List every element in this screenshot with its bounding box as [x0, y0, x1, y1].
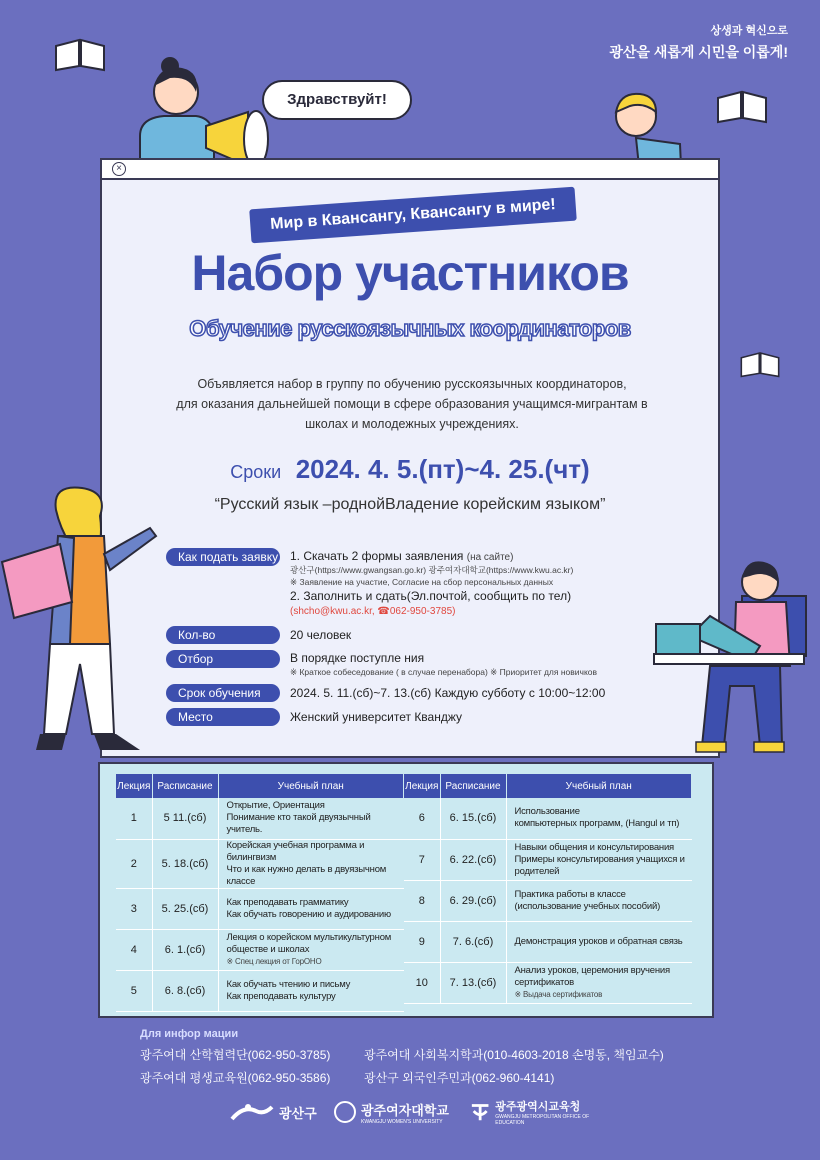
- contact-item: 광주여대 평생교육원(062-950-3586): [140, 1071, 331, 1085]
- open-book-icon: [52, 36, 108, 72]
- slogan-line-1: 상생과 혁신으로: [710, 25, 788, 37]
- lecture-plan: [506, 798, 692, 839]
- page-subtitle: Обучение русскоязычных координаторов: [189, 316, 631, 341]
- info-row-count: [166, 626, 706, 644]
- table-row: [404, 921, 692, 962]
- plan-line: Как преподавать грамматику: [226, 896, 349, 908]
- plan-line: Анализ уроков, церемония вручения: [514, 964, 670, 976]
- window-titlebar: [102, 160, 718, 180]
- lecture-plan: [506, 921, 692, 962]
- plan-line: Практика работы в классе: [514, 888, 626, 900]
- lecture-date: 5 11.(сб): [152, 798, 218, 839]
- slogan-line-2: 광산을 새롭게 시민을 이롭게!: [609, 44, 788, 60]
- close-icon: ×: [112, 162, 126, 176]
- col-header-plan: Учебный план: [218, 774, 404, 798]
- kwu-logo: [334, 1098, 449, 1126]
- lecture-date: 6. 22.(сб): [440, 839, 506, 880]
- info-row-period: [166, 684, 706, 702]
- lecture-plan: [218, 929, 404, 970]
- lecture-date: 5. 25.(сб): [152, 888, 218, 929]
- plan-line: Демонстрация уроков и обратная связь: [514, 935, 683, 947]
- contact-heading: Для инфор мации: [140, 1028, 239, 1040]
- application-dates: [102, 454, 718, 485]
- info-row-place: [166, 708, 706, 726]
- plan-line: сертификатов: [514, 976, 575, 988]
- lecture-number: 3: [116, 888, 152, 929]
- plan-line: Корейская учебная программа и билингвизм: [226, 839, 365, 863]
- info-value: 2024. 5. 11.(сб)~7. 13.(сб) Каждую субботу с 10:00~12:00: [290, 686, 606, 700]
- lecture-number: 2: [116, 839, 152, 888]
- info-label: Срок обучения: [166, 684, 280, 702]
- contact-info: [140, 1028, 684, 1086]
- lecture-date: 6. 1.(сб): [152, 929, 218, 970]
- gwangsan-logo: [230, 1098, 317, 1126]
- lecture-plan: [218, 839, 404, 888]
- slogan: [609, 22, 788, 62]
- plan-note: ※ Спец лекция от ГорОНО: [226, 956, 322, 966]
- table-row: [404, 839, 692, 880]
- lecture-number: 6: [404, 798, 440, 839]
- plan-line: (использование учебных пособий): [514, 900, 661, 912]
- info-row-selection: [166, 650, 706, 678]
- table-row: [404, 798, 692, 839]
- apply-contact[interactable]: (shcho@kwu.ac.kr, ☎062-950-3785): [290, 606, 456, 617]
- lecture-number: 8: [404, 880, 440, 921]
- apply-step-1-note: (на сайте): [466, 552, 514, 563]
- col-header-lecture: Лекция: [116, 774, 152, 798]
- lecture-number: 1: [116, 798, 152, 839]
- lecture-plan: [218, 798, 404, 839]
- table-row: [116, 839, 404, 888]
- lecture-date: 7. 6.(сб): [440, 921, 506, 962]
- open-book-icon: [738, 350, 782, 378]
- info-label: Кол-во: [166, 626, 280, 644]
- col-header-lecture: Лекция: [404, 774, 440, 798]
- info-note: ※ Краткое собеседование ( в случае перенабора) ※ Приоритет для новичков: [290, 667, 598, 677]
- info-label: Отбор: [166, 650, 280, 668]
- requirement-quote: “Русский язык –роднойВладение корейским языком”: [214, 496, 606, 513]
- apply-sites[interactable]: 광산구(https://www.gwangsan.go.kr) 광주여자대학교(https://www.kwu.ac.kr): [290, 565, 574, 575]
- plan-line: Открытие, Ориентация: [226, 800, 325, 812]
- table-row: [116, 970, 404, 1011]
- table-row: [116, 929, 404, 970]
- lecture-plan: [506, 880, 692, 921]
- plan-line: Навыки общения и консультирования: [514, 841, 675, 853]
- lecture-date: 6. 15.(сб): [440, 798, 506, 839]
- plan-line: обществе и школах: [226, 943, 310, 955]
- table-row: [116, 888, 404, 929]
- open-book-icon: [714, 88, 770, 124]
- gwangsan-emblem-icon: [230, 1101, 274, 1123]
- intro-line: школах и молодежных учреждениях.: [305, 417, 519, 431]
- apply-forms: ※ Заявление на участие, Согласие на сбор персональных данных: [290, 577, 554, 587]
- lecture-number: 5: [116, 970, 152, 1011]
- plan-line: Примеры консультирования учащихся и родителей: [514, 853, 685, 877]
- lecture-number: 9: [404, 921, 440, 962]
- kwu-logo-text: 광주여자대학교: [361, 1102, 449, 1118]
- lecture-date: 5. 18.(сб): [152, 839, 218, 888]
- lecture-date: 7. 13.(сб): [440, 962, 506, 1003]
- schedule-table-left: [116, 774, 404, 1012]
- schedule-table-right: [404, 774, 692, 1004]
- lecture-plan: [218, 888, 404, 929]
- speech-bubble: Здравствуйт!: [262, 80, 412, 120]
- education-emblem-icon: [470, 1101, 490, 1123]
- info-list: [166, 548, 706, 732]
- info-label: Место: [166, 708, 280, 726]
- col-header-plan: Учебный план: [506, 774, 692, 798]
- woman-with-folder-illustration: [0, 484, 170, 760]
- apply-step-1: 1. Скачать 2 формы заявления: [290, 549, 464, 563]
- plan-line: Как обучать чтению и письму: [226, 978, 351, 990]
- apply-step-2: 2. Заполнить и сдать(Эл.почтой, сообщить по тел): [290, 589, 572, 603]
- table-row: [404, 880, 692, 921]
- lecture-plan: [218, 970, 404, 1011]
- col-header-date: Расписание: [440, 774, 506, 798]
- lecture-number: 4: [116, 929, 152, 970]
- plan-line: Использование: [514, 806, 580, 818]
- lecture-number: 7: [404, 839, 440, 880]
- schedule-panel: [98, 762, 714, 1018]
- table-row: [116, 798, 404, 839]
- lecture-date: 6. 8.(сб): [152, 970, 218, 1011]
- contact-item: 광주여대 사회복지학과(010-4603-2018 손명동, 책임교수): [364, 1048, 664, 1062]
- dates-value: 2024. 4. 5.(пт)~4. 25.(чт): [295, 454, 590, 484]
- plan-line: Что и как нужно делать в двуязычном классе: [226, 863, 387, 887]
- info-value: Женский университет Кванджу: [290, 710, 463, 724]
- table-row: [404, 962, 692, 1003]
- contact-item: 광산구 외국인주민과(062-960-4141): [364, 1071, 555, 1085]
- education-logo-text: 광주광역시교육청: [495, 1101, 581, 1113]
- kwu-emblem-icon: [334, 1101, 356, 1123]
- kwu-logo-subtext: KWANGJU WOMEN'S UNIVERSITY: [361, 1118, 443, 1125]
- dates-label: Сроки: [230, 462, 282, 482]
- lecture-plan: [506, 962, 692, 1003]
- plan-line: компьютерных программ, (Hangul и тп): [514, 818, 680, 830]
- education-office-logo: [470, 1098, 610, 1126]
- man-reading-illustration: [650, 556, 820, 756]
- contact-item: 광주여대 산학협력단(062-950-3785): [140, 1048, 331, 1062]
- info-row-apply: [166, 548, 706, 620]
- info-value: 20 человек: [290, 628, 352, 642]
- gwangsan-logo-text: 광산구: [279, 1105, 317, 1121]
- ribbon-banner: Мир в Квансангу, Квансангу в мире!: [249, 187, 577, 244]
- intro-text: [142, 374, 682, 434]
- lecture-number: 10: [404, 962, 440, 1003]
- lecture-plan: [506, 839, 692, 880]
- intro-line: Объявляется набор в группу по обучению русскоязычных координаторов,: [197, 377, 627, 391]
- plan-line: Как обучать говорению и аудированию: [226, 908, 391, 920]
- poster-window: [100, 158, 720, 758]
- intro-line: для оказания дальнейшей помощи в сфере образования учащимся-мигрантам в: [176, 397, 648, 411]
- lecture-date: 6. 29.(сб): [440, 880, 506, 921]
- info-label: Как подать заявку: [166, 548, 280, 566]
- plan-line: Как преподавать культуру: [226, 990, 336, 1002]
- plan-line: Лекция о корейском мультикультурном: [226, 931, 392, 943]
- sponsor-logos: [230, 1098, 610, 1126]
- page-title: Набор участников: [191, 245, 629, 301]
- plan-line: Понимание кто такой двуязычный учитель.: [226, 812, 371, 836]
- col-header-date: Расписание: [152, 774, 218, 798]
- info-value: В порядке поступле ния: [290, 651, 425, 665]
- plan-note: ※ Выдача сертификатов: [514, 989, 603, 999]
- education-logo-subtext: GWANGJU METROPOLITAN OFFICE OF EDUCATION: [495, 1114, 590, 1126]
